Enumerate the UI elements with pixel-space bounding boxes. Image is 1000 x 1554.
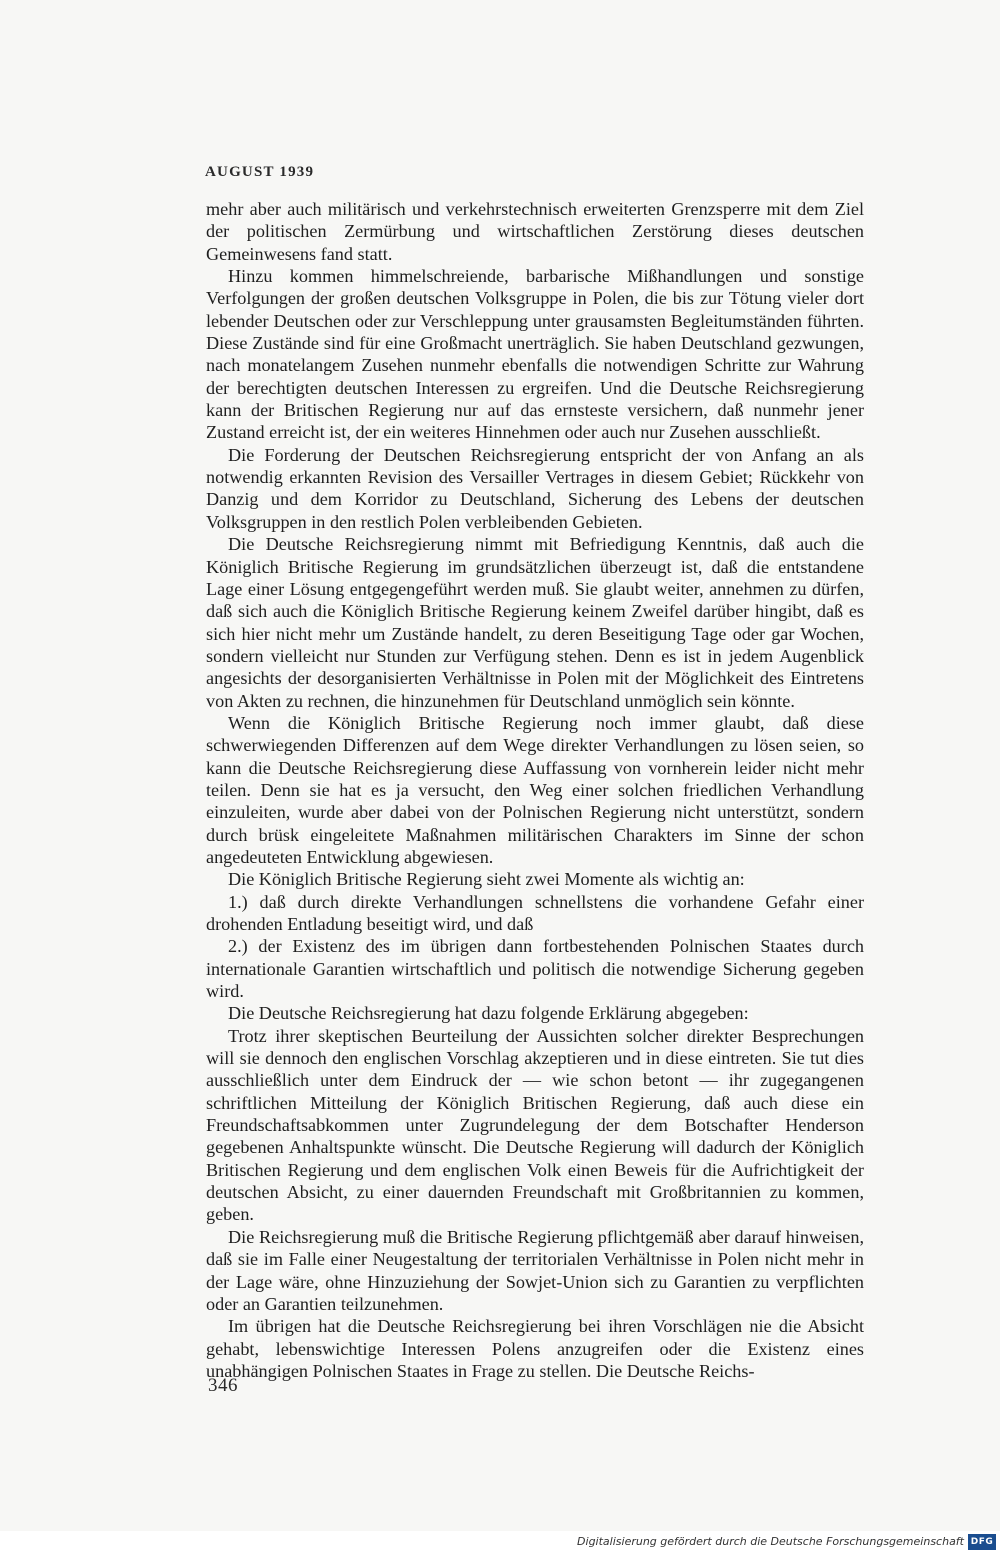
dfg-logo-icon: DFG: [968, 1534, 996, 1550]
running-head: AUGUST 1939: [205, 164, 315, 180]
digitization-footer: [0, 1531, 1000, 1554]
paragraph: Die Deutsche Reichsregierung hat dazu folgende Erklärung abgegeben:: [228, 1003, 749, 1024]
paragraph: Trotz ihrer skeptischen Beurteilung der Aussichten solcher direkter Besprechungen will sie dennoch den englischen Vorschlag akzeptieren und in diese eintreten. Sie tut dies ausschließlich unter dem Eindruck der — wie schon betont — ihr zugegangenen schriftlichen Mitteilung der Königlich Britischen Regierung, daß auch diese ein Freundschaftsabkommen unter Zugrundelegung der dem Botschafter Henderson gegebenen Anhaltspunkte wünscht. Die Deutsche Regierung will dadurch der Königlich Britischen Regierung und dem englischen Volk einen Beweis für die Aufrichtigkeit der deutschen Absicht, zu einer dauernden Freundschaft mit Großbritannien zu kommen, geben.: [206, 1025, 864, 1225]
paragraph: Im übrigen hat die Deutsche Reichsregierung bei ihren Vorschlägen nie die Absicht gehabt, lebenswichtige Interessen Polens anzugreifen oder die Existenz eines unabhängigen Polnischen Staates in Frage zu stellen. Die Deutsche Reichs-: [206, 1316, 864, 1381]
paragraph: Die Königlich Britische Regierung sieht zwei Momente als wichtig an:: [228, 869, 745, 890]
paragraph: mehr aber auch militärisch und verkehrstechnisch erweiterten Grenzsperre mit dem Ziel der politischen Zermürbung und wirtschaftlichen Zerstörung dieses deutschen Gemeinwesens fand statt.: [206, 199, 864, 264]
paragraph: Die Reichsregierung muß die Britische Regierung pflichtgemäß aber darauf hinweisen, daß sie im Falle einer Neugestaltung der territorialen Verhältnisse in Polen nicht mehr in der Lage wäre, ohne Hinzuziehung der Sowjet-Union sich zu Garantien zu verpflichten oder an Garantien teilzunehmen.: [206, 1226, 864, 1314]
paragraph: Wenn die Königlich Britische Regierung noch immer glaubt, daß diese schwerwiegenden Differenzen auf dem Wege direkter Verhandlungen zu lösen seien, so kann die Deutsche Reichsregierung diese Auffassung von vornherein leider nicht mehr teilen. Denn sie hat es ja versucht, den Weg einer solchen friedlichen Verhandlung einzuleiten, wurde aber dabei von der Polnischen Regierung nicht unterstützt, sondern durch brüsk eingeleitete Maßnahmen militärischen Charakters im Sinne der schon angedeuteten Entwicklung abgewiesen.: [206, 712, 864, 867]
paragraph: 1.) daß durch direkte Verhandlungen schnellstens die vorhandene Gefahr einer drohenden Entladung beseitigt wird, und daß: [206, 891, 864, 934]
paragraph: Die Forderung der Deutschen Reichsregierung entspricht der von Anfang an als notwendig erkannten Revision des Versailler Vertrages in diesem Gebiet; Rückkehr von Danzig und dem Korridor zu Deutschland, Sicherung des Lebens der deutschen Volksgruppen in den restlich Polen verbleibenden Gebieten.: [206, 444, 864, 532]
page-number: 346: [208, 1375, 238, 1396]
body-text: [206, 198, 864, 1382]
paragraph: 2.) der Existenz des im übrigen dann fortbestehenden Polnischen Staates durch internationale Garantien wirtschaftlich und politisch die notwendige Sicherung gegeben wird.: [206, 936, 864, 1002]
funding-note: Digitalisierung gefördert durch die Deutsche Forschungsgemeinschaft: [577, 1535, 964, 1548]
paragraph: Hinzu kommen himmelschreiende, barbarische Mißhandlungen und sonstige Verfolgungen der großen deutschen Volksgruppe in Polen, die bis zur Tötung vieler dort lebender Deutschen oder zur Verschleppung unter grausamsten Begleitumständen führten. Diese Zustände sind für eine Großmacht unerträglich. Sie haben Deutschland gezwungen, nach monatelangem Zusehen nunmehr ebenfalls die notwendigen Schritte zur Wahrung der berechtigten deutschen Interessen zu ergreifen. Und die Deutsche Reichsregierung kann der Britischen Regierung nur auf das ernsteste versichern, daß nunmehr jener Zustand erreicht ist, der ein weiteres Hinnehmen oder auch nur Zusehen ausschließt.: [206, 266, 864, 443]
paragraph: Die Deutsche Reichsregierung nimmt mit Befriedigung Kenntnis, daß auch die Königlich Britische Regierung im grundsätzlichen überzeugt ist, daß die entstandene Lage einer Lösung entgegengeführt werden muß. Sie glaubt weiter, annehmen zu dürfen, daß sich auch die Königlich Britische Regierung keinem Zweifel darüber hingibt, daß es sich hier nicht mehr um Zustände handelt, zu deren Beseitigung Tage oder gar Wochen, sondern vielleicht nur Stunden zur Verfügung stehen. Denn es ist in jedem Augenblick angesichts der desorganisierten Verhältnisse in Polen mit der Möglichkeit des Eintretens von Akten zu rechnen, die hinzunehmen für Deutschland unmöglich sein könnte.: [206, 534, 864, 711]
